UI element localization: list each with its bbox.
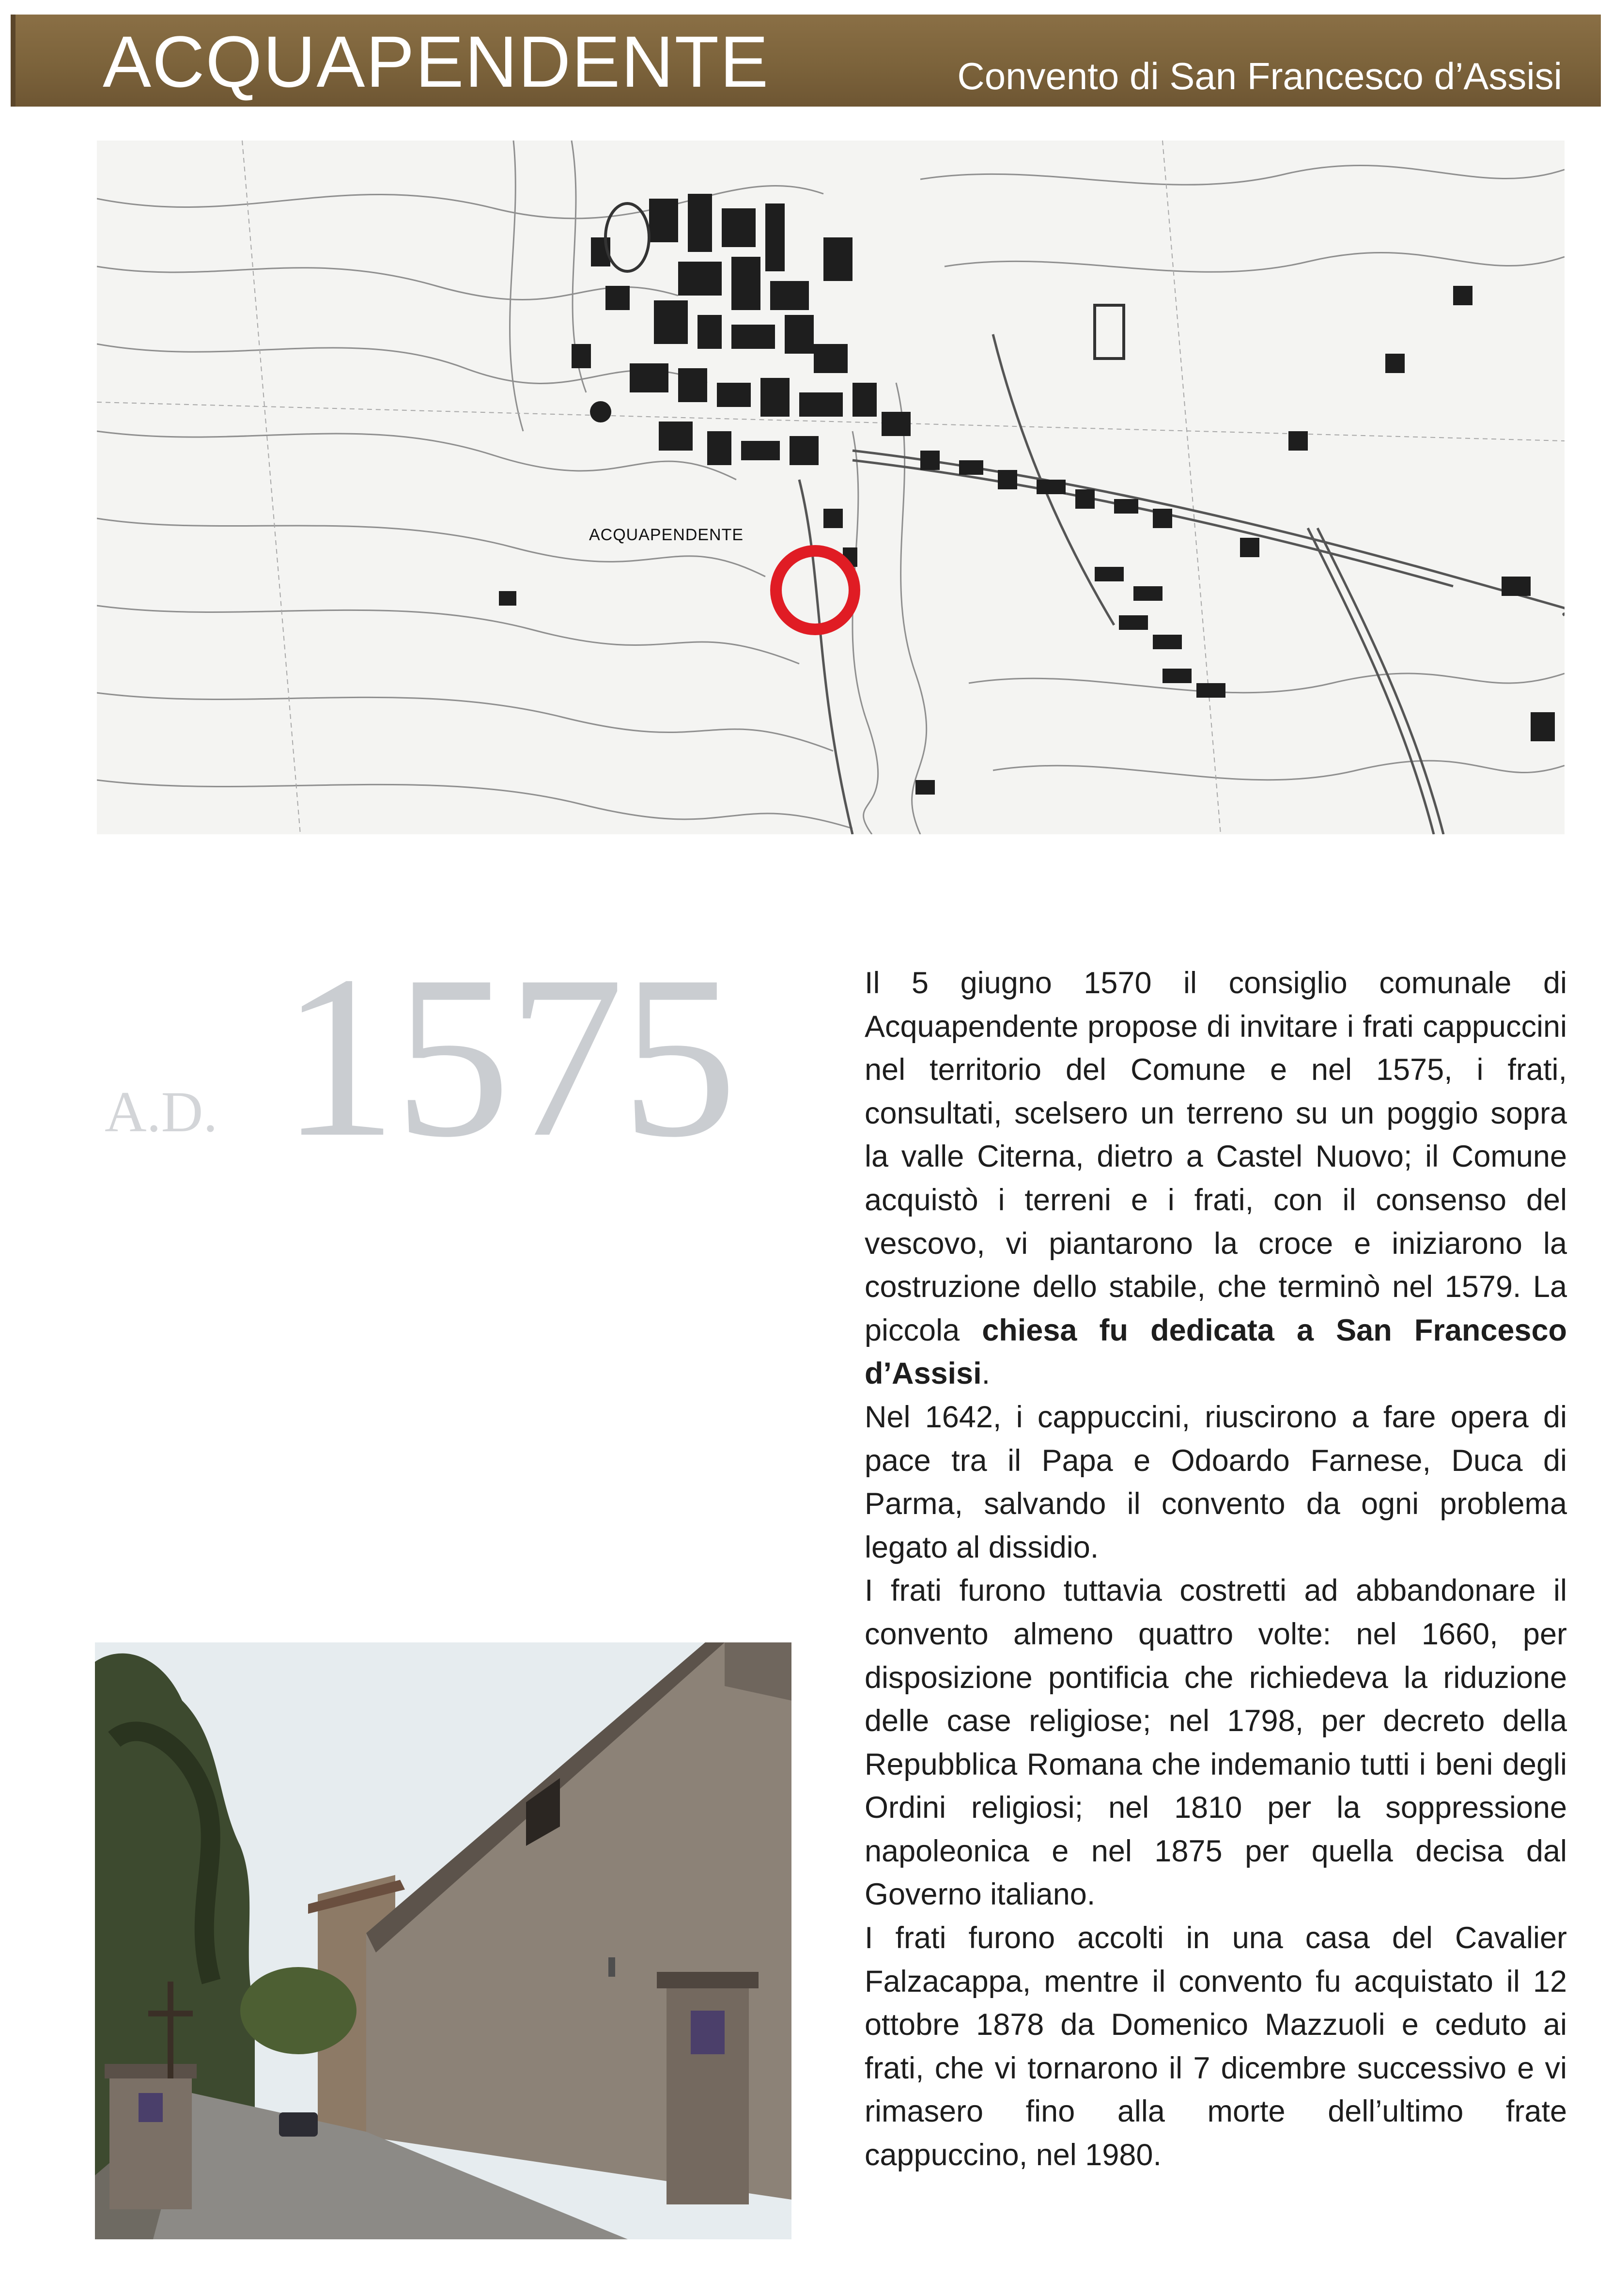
year-number: 1575 — [281, 927, 734, 1185]
map-town-label: ACQUAPENDENTE — [586, 526, 746, 545]
topographic-map — [97, 141, 1565, 834]
location-marker-icon — [770, 545, 860, 635]
paragraph-1-text: Il 5 giugno 1570 il consiglio comunale di Acquapendente propose di invitare i frati cappuccini nel territorio del Comune e nel 1575, i frati, consultati, scelsero un terreno su un poggio sopra la valle Citerna, dietro a Castel Nuovo; il Comune acquistò i terreni e i frati, con il consenso del vescovo, vi piantarono la croce e iniziarono la costruzione dello stabile, che terminò nel 1579. La piccola — [865, 966, 1567, 1347]
paragraph-2: Nel 1642, i cappuccini, riuscirono a fare opera di pace tra il Papa e Odoardo Farnese, Duca di Parma, salvando il convento da ogni problema legato al dissidio. — [865, 1400, 1567, 1564]
header-band — [11, 15, 1601, 107]
year-prefix: A.D. — [105, 1079, 218, 1144]
paragraph-3: I frati furono tuttavia costretti ad abbandonare il convento almeno quattro volte: nel 1660, per disposizione pontificia che richiedeva la riduzione delle case religiose; nel 1798, per decreto della Repubblica Romana che indemanio tutti i beni degli Ordini religiosi; nel 1810 per la soppressione napoleonica e nel 1875 per quella decisa dal Governo italiano. — [865, 1574, 1567, 1912]
body-text — [865, 962, 1567, 2177]
convent-photo-drawing — [95, 1642, 791, 2239]
convent-photo — [95, 1642, 791, 2239]
page-subtitle: Convento di San Francesco d’Assisi — [957, 55, 1562, 97]
paragraph-1-end: . — [981, 1357, 991, 1391]
map-drawing — [97, 141, 1565, 834]
paragraph-4: I frati furono accolti in una casa del Cavalier Falzacappa, mentre il convento fu acquistato il 12 ottobre 1878 da Domenico Mazzuoli e ceduto ai frati, che vi tornarono il 7 dicembre successivo e vi rimasero fino alla morte dell’ultimo frate cappuccino, nel 1980. — [865, 1921, 1567, 2172]
page-title: ACQUAPENDENTE — [103, 21, 770, 102]
paragraph-1-bold: chiesa fu dedicata a San Francesco d’Assisi — [865, 1313, 1567, 1391]
paragraph-1 — [865, 962, 1567, 1396]
